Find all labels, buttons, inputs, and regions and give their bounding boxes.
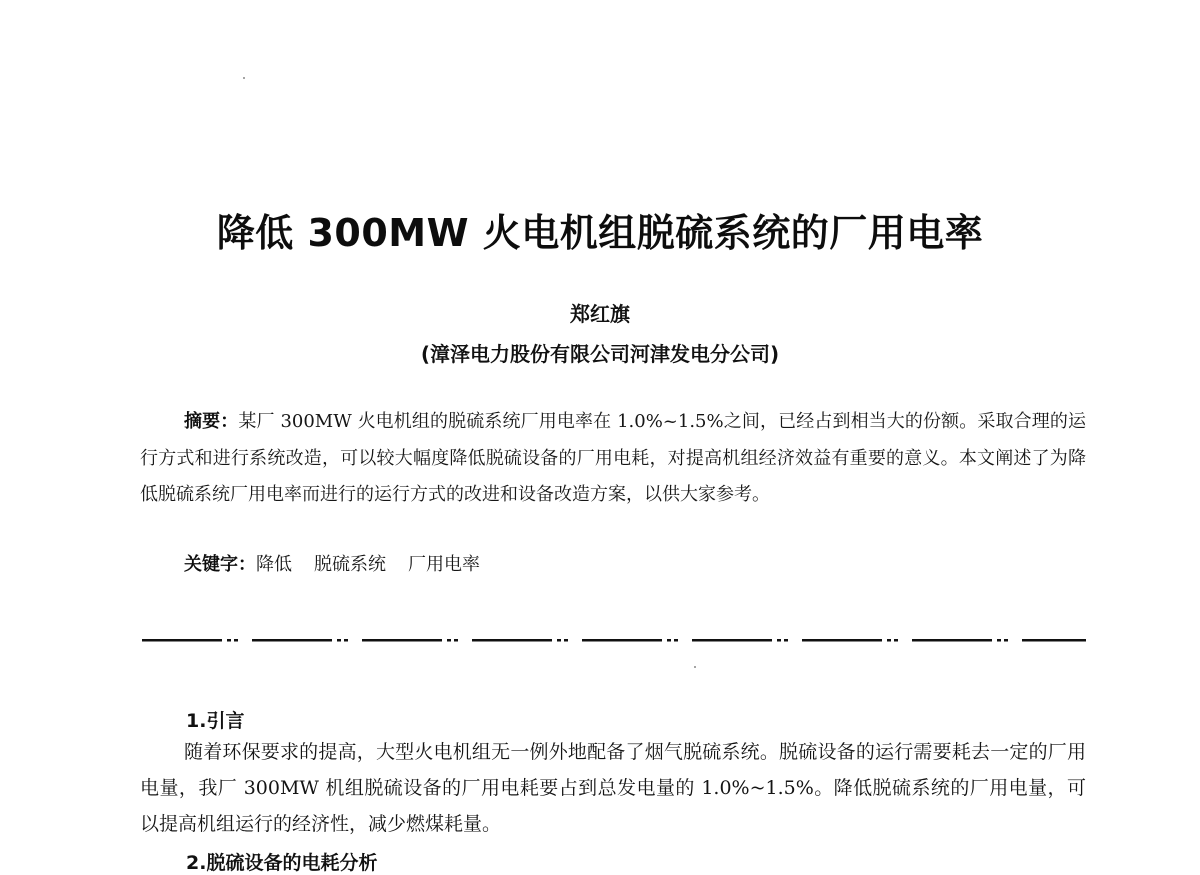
section-heading: 1.引言 xyxy=(186,710,245,732)
keywords-label: 关键字： xyxy=(184,554,256,575)
section-heading: 2.脱硫设备的电耗分析 xyxy=(186,852,378,874)
abstract xyxy=(140,404,1086,514)
keyword-item: 厂用电率 xyxy=(408,554,480,575)
abstract-text: 某厂 300MW 火电机组的脱硫系统厂用电率在 1.0%~1.5%之间，已经占到相当大的份额。采取合理的运行方式和进行系统改造，可以较大幅度降低脱硫设备的厂用电耗，对提高机组经济效益有重要的意义。本文阐述了为降低脱硫系统厂用电率而进行的运行方式的改进和设备改造方案，以供大家参考。 xyxy=(140,411,1086,505)
author-name: 郑红旗 xyxy=(570,302,630,326)
section-paragraph: 随着环保要求的提高，大型火电机组无一例外地配备了烟气脱硫系统。脱硫设备的运行需要耗去一定的厂用电量，我厂 300MW 机组脱硫设备的厂用电耗要占到总发电量的 1.0%~1.5%。降低脱硫系统的厂用电量，可以提高机组运行的经济性，减少燃煤耗量。 xyxy=(140,741,1086,835)
keywords xyxy=(184,550,502,580)
author-affiliation: (漳泽电力股份有限公司河津发电分公司) xyxy=(420,342,780,366)
scan-speck xyxy=(243,77,245,79)
abstract-label: 摘要： xyxy=(184,411,239,432)
scan-speck xyxy=(694,666,696,668)
keyword-item: 脱硫系统 xyxy=(314,554,386,575)
paper-title: 降低 300MW 火电机组脱硫系统的厂用电率 xyxy=(216,211,984,255)
keyword-item: 降低 xyxy=(256,554,292,575)
section-divider xyxy=(142,630,1086,650)
